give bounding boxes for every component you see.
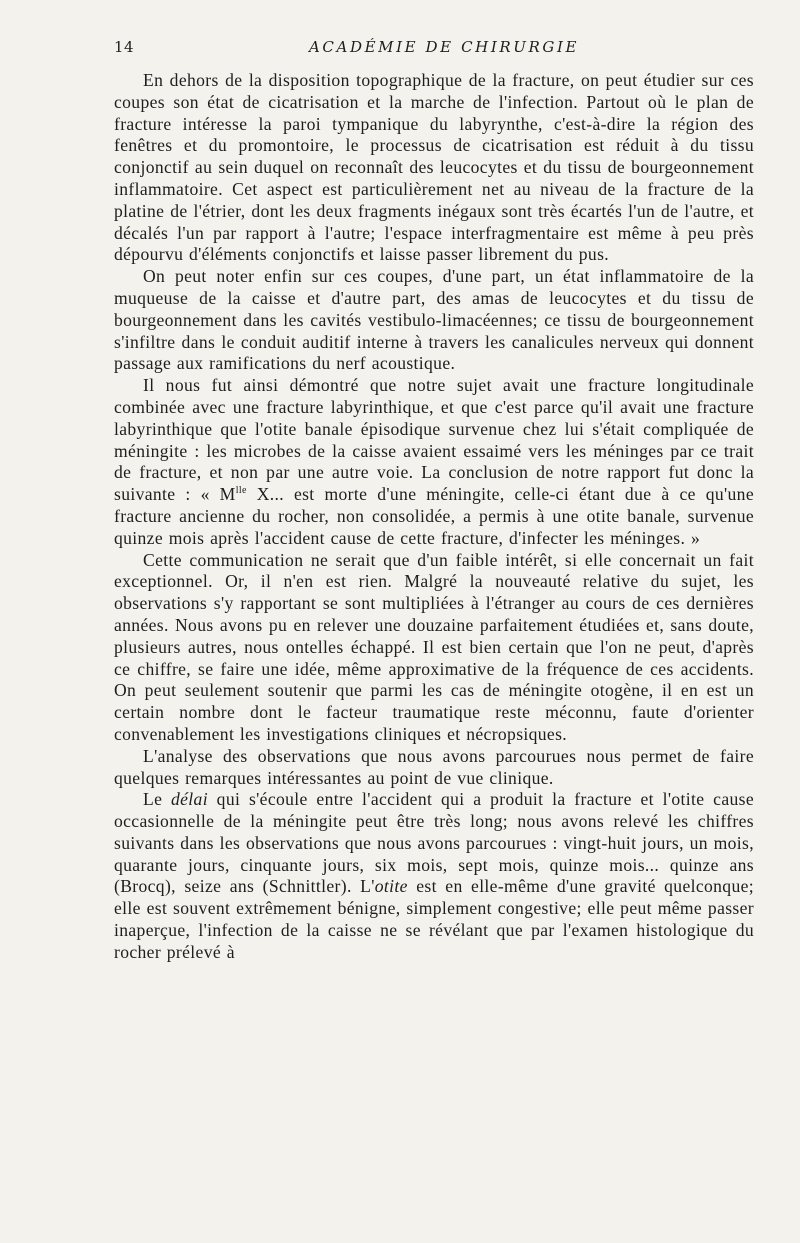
emphasis: otite — [374, 876, 408, 897]
paragraph — [114, 375, 754, 549]
paragraph: On peut noter enfin sur ces coupes, d'une part, un état inflammatoire de la muqueuse de la caisse et d'autre part, des amas de leucocytes et du tissu de bourgeonnement dans les cavités vestibulo-limacéennes; ce tissu de bourgeonnement s'infiltre dans le conduit auditif interne à travers les canalicules nerveux qui donnent passage aux ramifications du nerf acoustique. — [114, 266, 754, 374]
body-text — [114, 70, 754, 964]
paragraph: Cette communication ne serait que d'un faible intérêt, si elle concernait un fait exceptionnel. Or, il n'en est rien. Malgré la nouveauté relative du sujet, les observations s'y rapportant se sont multipliées à l'étranger au cours de ces dernières années. Nous avons pu en relever une douzaine parfaitement étudiées et, sans doute, plusieurs autres, nous ontelles échappé. Il est bien certain que l'on ne peut, d'après ce chiffre, se faire une idée, même approximative de la fréquence de ces accidents. On peut seulement soutenir que parmi les cas de méningite otogène, il en est un certain nombre dont le facteur traumatique reste méconnu, faute d'orienter convenablement les investigations cliniques et nécropsiques. — [114, 549, 754, 744]
paragraph-text: qui s'écoule entre l'accident qui a produit la fracture et l'otite cause occasionnelle de la méningite peut être très long; nous avons relevé les chiffres suivants dans les observations que nous avons parcourues : vingt-huit jours, un mois, quarante jours, cinquante jours, six mois, sept mois, quinze mois... quinze ans (Brocq), seize ans (Schnittler). L' — [114, 789, 754, 897]
paragraph-text: Le — [143, 789, 171, 810]
running-title: ACADÉMIE DE CHIRURGIE — [309, 38, 580, 56]
superscript: lle — [235, 485, 247, 497]
paragraph-text: est en elle-même d'une gravité quelconque; elle est souvent extrêmement bénigne, simplement congestive; elle peut même passer inaperçue, l'infection de la caisse ne se révélant que par l'examen histologique du rocher prélevé à — [114, 876, 754, 962]
page-number: 14 — [114, 38, 135, 56]
emphasis: délai — [171, 789, 208, 810]
paragraph-text: Il nous fut ainsi démontré que notre sujet avait une fracture longitudinale combinée avec une fracture labyrinthique, et que c'est parce qu'il avait une fracture labyrinthique que l'otite banale épisodique survenue chez lui s'était compliquée de méningite : les microbes de la caisse avaient essaimé vers les méninges par ce trait de fracture, et non par une autre voie. La conclusion de notre rapport fut donc la suivante : « M — [114, 375, 754, 505]
paragraph: En dehors de la disposition topographique de la fracture, on peut étudier sur ces coupes son état de cicatrisation et la marche de l'infection. Partout où le plan de fracture intéresse la paroi tympanique du labyrynthe, c'est-à-dire la région des fenêtres et du promontoire, le processus de cicatrisation est réduit à du tissu conjonctif au sein duquel on reconnaît des leucocytes et du tissu de bourgeonnement inflammatoire. Cet aspect est particulièrement net au niveau de la fracture de la platine de l'étrier, dont les deux fragments inégaux sont très écartés l'un de l'autre, et décalés l'un par rapport à l'autre; l'espace interfragmentaire est même à peu près dépourvu d'éléments conjonctifs et laisse passer librement du pus. — [114, 70, 754, 265]
page-header — [114, 38, 754, 62]
paragraph-text: X... est morte d'une méningite, celle-ci étant due à ce qu'une fracture ancienne du rocher, non consolidée, a permis à une otite banale, survenue quinze mois après l'accident cause de cette fracture, d'infecter les méninges. » — [114, 484, 754, 548]
paragraph — [114, 789, 754, 963]
paragraph: L'analyse des observations que nous avons parcourues nous permet de faire quelques remarques intéressantes au point de vue clinique. — [114, 745, 754, 788]
